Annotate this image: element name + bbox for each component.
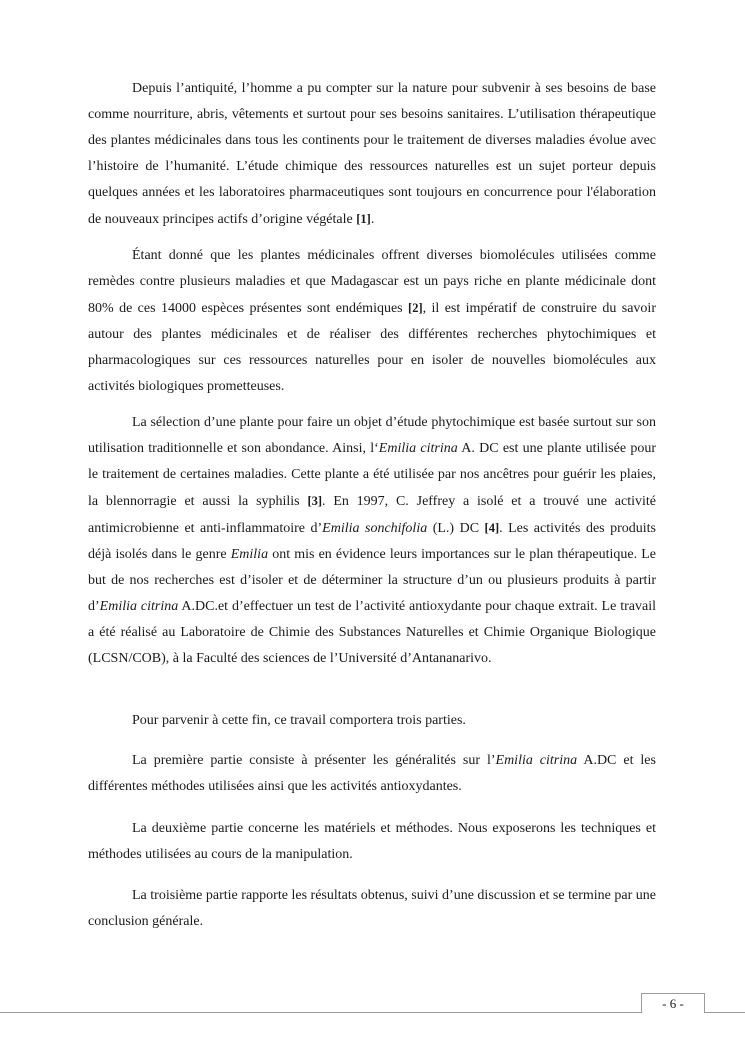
species-name-italic: Emilia sonchifolia: [322, 521, 428, 536]
paragraph-text: La sélection d’une plante pour faire un objet d’étude phytochimique est basée surtout sur son utilisation traditionnelle et son abondance. Ainsi, l‘: [88, 415, 656, 456]
paragraph-text: Étant donné que les plantes médicinales offrent diverses biomolécules utilisées comme remèdes contre plusieurs maladies et que Madagascar est un pays riche en plante médicinale dont 80% de ces 14000 espèces présentes sont endémiques: [88, 248, 656, 316]
species-name-italic: Emilia citrina: [378, 441, 458, 456]
paragraph-text: .: [370, 212, 375, 227]
paragraph-plant-selection: [88, 410, 656, 672]
paragraph-text: La première partie consiste à présenter les généralités sur l’: [132, 753, 496, 768]
paragraph-text: La troisième partie rapporte les résultats obtenus, suivi d’une discussion et se termine par une conclusion générale.: [88, 888, 656, 929]
reference-citation: [3]: [307, 494, 323, 508]
paragraph-text: A. DC est une plante utilisée pour le traitement de certaines maladies. Cette plante a été utilisée par nos ancêtres pour guérir les plaies, la blennorragie et aussi la syphilis: [88, 441, 656, 509]
paragraph-text: . En 1997, C. Jeffrey a isolé et a trouvé une activité antimicrobienne et anti-inflammatoire d’: [88, 494, 656, 536]
paragraph-text: . Les activités des produits déjà isolés dans le genre: [88, 521, 656, 562]
page-number: - 6 -: [641, 993, 705, 1013]
paragraph-text: (L.) DC: [427, 521, 485, 536]
paragraph-part-three: [88, 883, 656, 935]
paragraph-part-one: [88, 748, 656, 800]
reference-citation: [1]: [356, 212, 371, 226]
reference-citation: [2]: [408, 301, 423, 315]
species-name-italic: Emilia citrina: [99, 599, 179, 614]
paragraph-parts-overview: [88, 708, 656, 734]
paragraph-madagascar: [88, 243, 656, 400]
paragraph-part-two: [88, 816, 656, 868]
paragraph-text: A.DC et les différentes méthodes utilisées ainsi que les activités antioxydantes.: [88, 753, 656, 794]
paragraph-text: Depuis l’antiquité, l’homme a pu compter sur la nature pour subvenir à ses besoins de base comme nourriture, abris, vêtements et surtout pour ses besoins sanitaires. L’utilisation thérapeutique des plantes médicinales dans tous les continents pour le traitement de diverses maladies évolue avec l’histoire de l’humanité. L’étude chimique des ressources naturelles est un sujet porteur depuis quelques années et les laboratoires pharmaceutiques sont toujours en concurrence pour l'élaboration de nouveaux principes actifs d’origine végétale: [88, 81, 656, 227]
paragraph-text: Pour parvenir à cette fin, ce travail comportera trois parties.: [132, 713, 466, 728]
paragraph-text: ont mis en évidence leurs importances sur le plan thérapeutique. Le but de nos recherches est d’isoler et de déterminer la structure d’un ou plusieurs produits à partir d’: [88, 547, 657, 614]
species-name-italic: Emilia citrina: [495, 753, 578, 768]
paragraph-text: La deuxième partie concerne les matériels et méthodes. Nous exposerons les techniques et méthodes utilisées au cours de la manipulation.: [88, 821, 656, 862]
species-name-italic: Emilia: [230, 547, 269, 562]
paragraph-text: A.DC.et d’effectuer un test de l’activité antioxydante pour chaque extrait. Le travail a été réalisé au Laboratoire de Chimie des Substances Naturelles et Chimie Organique Biologique (LCSN/COB), à la Faculté des sciences de l’Université d’Antananarivo.: [88, 599, 656, 666]
reference-citation: [4]: [484, 521, 500, 535]
footer-rule: [0, 1012, 745, 1013]
paragraph-intro: [88, 76, 656, 233]
paragraph-text: , il est impératif de construire du savoir autour des plantes médicinales et de réaliser des différentes recherches phytochimiques et pharmacologiques sur ces ressources naturelles pour en isoler de nouvelles biomolécules aux activités biologiques prometteuses.: [88, 301, 656, 394]
